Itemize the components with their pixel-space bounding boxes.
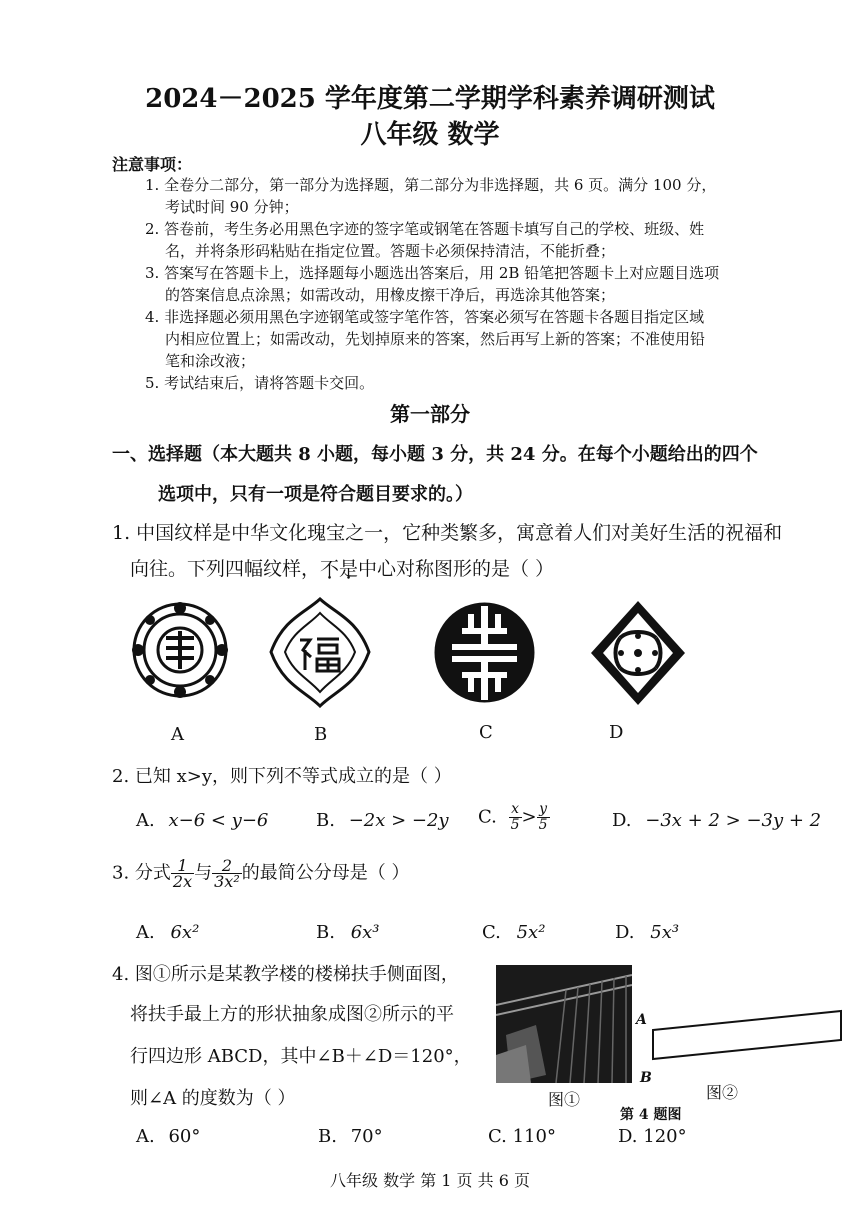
q2-option-c: C. $\frac{x}{5}$ > $\frac{y}{5}$ [478,801,548,833]
pattern-a-icon [130,595,230,705]
question-2-stem: 2. 已知 x>y，则下列不等式成立的是（ ） [112,766,452,787]
pattern-d-icon [588,598,688,708]
q3-option-b: B. 6x³ [316,922,380,943]
notice-line: 2. 答卷前，考生务必用黑色字迹的签字笔或钢笔在答题卡填写自己的学校、班级、姓 [145,220,705,238]
question-4-stem: 行四边形 ABCD，其中∠B＋∠D＝120°， [130,1046,472,1067]
emphasis-mark: 不 [320,558,340,580]
q2-option-a: A. x−6 < y−6 [136,810,269,831]
q4-option-d: D. 120° [618,1126,687,1147]
point-a-label: A [636,1012,647,1028]
figure-2-label: 图② [706,1083,739,1102]
exam-title: 2024－2025 学年度第二学期学科素养调研测试 [145,84,715,114]
notice-line: 3. 答案写在答题卡上，选择题每小题选出答案后，用 2B 铅笔把答题卡上对应题目选项 [145,264,720,282]
q2-option-d: D. −3x + 2 > −3y + 2 [612,810,822,831]
q4-option-b: B. 70° [318,1126,383,1147]
emphasis-mark: 是 [339,558,359,580]
page-footer: 八年级 数学 第 1 页 共 6 页 [330,1171,530,1190]
exam-subtitle: 八年级 数学 [360,120,500,150]
figure-caption: 第 4 题图 [620,1107,682,1123]
option-label-c: C [479,722,493,743]
section-instructions: 选项中，只有一项是符合题目要求的。） [158,484,473,505]
notice-line: 1. 全卷分二部分，第一部分为选择题，第二部分为非选择题，共 6 页。满分 100 分， [145,176,717,194]
option-label-d: D [609,722,624,743]
q2-option-b: B. −2x > −2y [316,810,449,831]
question-4-stem: 则∠A 的度数为（ ） [130,1088,296,1109]
notice-line: 考试时间 90 分钟； [165,198,299,216]
notice-line: 的答案信息点涂黑；如需改动，用橡皮擦干净后，再选涂其他答案； [165,286,616,304]
pattern-b-icon [265,595,375,710]
section-instructions: 一、选择题（本大题共 8 小题，每小题 3 分，共 24 分。在每个小题给出的四个 [112,444,758,465]
stair-photo [496,965,632,1083]
notice-line: 5. 考试结束后，请将答题卡交回。 [145,374,375,392]
question-1-stem: 1. 中国纹样是中华文化瑰宝之一，它种类繁多，寓意着人们对美好生活的祝福和 [112,522,783,544]
question-4-stem: 4. 图①所示是某教学楼的楼梯扶手侧面图， [112,964,459,985]
notice-line: 笔和涂改液； [165,352,256,370]
notice-line: 名，并将条形码粘贴在指定位置。答题卡必须保持清洁，不能折叠； [165,242,616,260]
notice-line: 4. 非选择题必须用黑色字迹钢笔或签字笔作答，答案必须写在答题卡各题目指定区域 [145,308,705,326]
parallelogram-figure [636,1005,846,1079]
q3-option-c: C. 5x² [482,922,546,943]
question-3-stem: 3. 分式 $\frac{1}{2x}$ 与 $\frac{2}{\text{3x²}}$ 的最简公分母是（ ） [112,856,410,891]
figure-1-label: 图① [548,1090,581,1109]
pattern-c-icon [432,600,537,705]
point-b-label: B [640,1070,652,1086]
part-title: 第一部分 [390,402,470,426]
notice-line: 内相应位置上；如需改动，先划掉原来的答案，然后再写上新的答案；不准使用铅 [165,330,706,348]
option-label-a: A [171,724,184,745]
q3-option-a: A. 6x² [136,922,200,943]
q3-option-d: D. 5x³ [615,922,680,943]
q4-option-c: C. 110° [488,1126,556,1147]
option-label-b: B [314,724,328,745]
question-4-stem: 将扶手最上方的形状抽象成图②所示的平 [130,1004,454,1025]
q4-option-a: A. 60° [136,1126,201,1147]
notice-heading: 注意事项： [112,155,193,174]
question-1-stem-cont: 向往。下列四幅纹样，不是中心对称图形的是（ ） [130,558,555,580]
